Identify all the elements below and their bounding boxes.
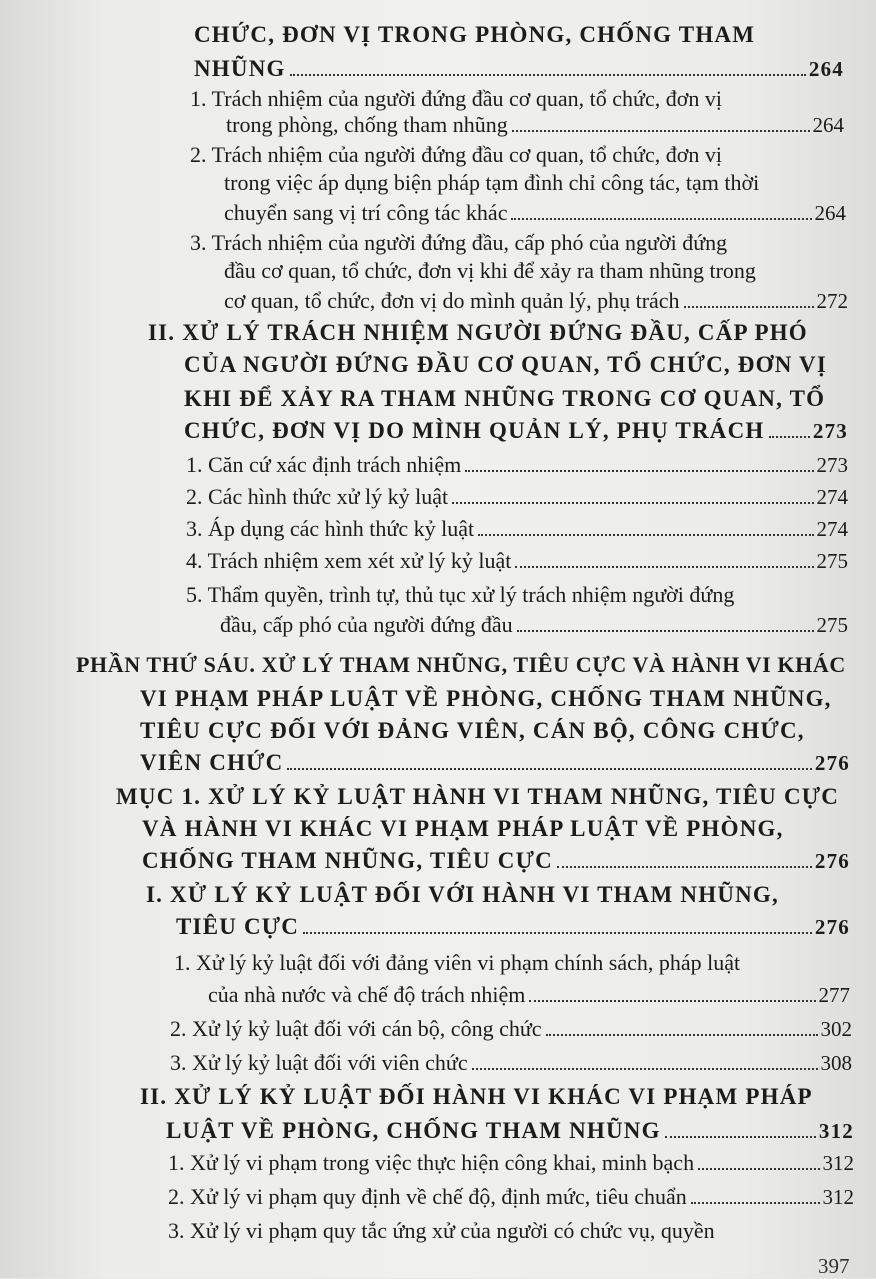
dot-leader: [287, 768, 811, 770]
toc-line: [116, 784, 840, 810]
toc-line: [168, 1150, 854, 1176]
toc-text: 1. Căn cứ xác định trách nhiệm: [186, 452, 462, 477]
toc-page: 264: [812, 113, 844, 137]
toc-line: [170, 1050, 852, 1076]
toc-text: đầu cơ quan, tổ chức, đơn vị khi để xảy ra tham nhũng trong: [224, 258, 756, 283]
toc-line: [142, 816, 822, 842]
toc-line: [186, 548, 848, 574]
toc-line: [148, 320, 818, 346]
dot-leader: [465, 470, 813, 472]
toc-line: [140, 1084, 820, 1110]
toc-page: 273: [816, 453, 848, 477]
toc-line: [184, 418, 848, 444]
toc-page: 274: [816, 485, 848, 509]
toc-page: 312: [822, 1185, 854, 1209]
toc-line: [194, 22, 794, 48]
toc-text: 5. Thẩm quyền, trình tự, thủ tục xử lý trách nhiệm người đứng: [186, 582, 735, 607]
toc-text: 2. Xử lý vi phạm quy định về chế độ, định mức, tiêu chuẩn: [168, 1184, 687, 1209]
toc-page: 264: [814, 201, 846, 225]
toc-text: TIÊU CỰC ĐỐI VỚI ĐẢNG VIÊN, CÁN BỘ, CÔNG CHỨC,: [140, 718, 805, 743]
toc-page: 276: [814, 849, 850, 873]
toc-text: chuyển sang vị trí công tác khác: [224, 200, 508, 225]
toc-line: [142, 848, 850, 874]
toc-text: KHI ĐỂ XẢY RA THAM NHŨNG TRONG CƠ QUAN, TỔ: [184, 386, 826, 411]
toc-text: VIÊN CHỨC: [140, 750, 284, 775]
dot-leader: [478, 534, 813, 536]
toc-page: 273: [812, 419, 848, 443]
toc-line: [190, 86, 810, 112]
toc-line: [190, 230, 815, 256]
toc-line: [184, 352, 828, 378]
toc-page: 277: [818, 983, 850, 1007]
toc-text: 1. Trách nhiệm của người đứng đầu cơ quan, tổ chức, đơn vị: [190, 86, 722, 111]
toc-text: PHẦN THỨ SÁU. XỬ LÝ THAM NHŨNG, TIÊU CỰC VÀ HÀNH VI KHÁC: [76, 652, 846, 677]
dot-leader: [511, 218, 811, 220]
toc-text: 1. Xử lý kỷ luật đối với đảng viên vi phạm chính sách, pháp luật: [174, 950, 741, 975]
toc-line: [176, 914, 850, 940]
toc-line: [140, 750, 850, 776]
toc-text: I. XỬ LÝ KỶ LUẬT ĐỐI VỚI HÀNH VI THAM NHŨNG,: [146, 882, 779, 907]
toc-line: [186, 582, 816, 608]
toc-text: CỦA NGƯỜI ĐỨNG ĐẦU CƠ QUAN, TỔ CHỨC, ĐƠN VỊ: [184, 352, 828, 377]
toc-page: 264: [808, 57, 844, 81]
toc-line: [168, 1218, 834, 1244]
toc-text: 3. Áp dụng các hình thức kỷ luật: [186, 516, 475, 541]
toc-text: 3. Xử lý vi phạm quy tắc ứng xử của người có chức vụ, quyền: [168, 1218, 715, 1243]
toc-line: [226, 112, 844, 138]
dot-leader: [512, 130, 810, 132]
toc-text: trong phòng, chống tham nhũng: [226, 112, 508, 137]
toc-line: [186, 452, 848, 478]
toc-text: II. XỬ LÝ TRÁCH NHIỆM NGƯỜI ĐỨNG ĐẦU, CẤP PHÓ: [148, 320, 808, 345]
toc-line: [186, 484, 848, 510]
toc-line: [76, 652, 846, 678]
toc-line: [170, 1016, 852, 1042]
toc-text: VÀ HÀNH VI KHÁC VI PHẠM PHÁP LUẬT VỀ PHÒNG,: [142, 816, 784, 841]
dot-leader: [517, 630, 814, 632]
toc-page: 275: [816, 549, 848, 573]
dot-leader: [303, 932, 812, 934]
toc-text: cơ quan, tổ chức, đơn vị do mình quản lý, phụ trách: [224, 288, 680, 313]
toc-page: 308: [820, 1051, 852, 1075]
dot-leader: [290, 74, 806, 76]
toc-line: [184, 386, 824, 412]
toc-page: 302: [820, 1017, 852, 1041]
toc-text: CHỐNG THAM NHŨNG, TIÊU CỰC: [142, 848, 553, 873]
toc-text: NHŨNG: [194, 56, 286, 81]
toc-text: 3. Xử lý kỷ luật đối với viên chức: [170, 1050, 468, 1075]
toc-line: [224, 258, 824, 284]
dot-leader: [452, 502, 813, 504]
toc-line: [140, 718, 820, 744]
toc-text: đầu, cấp phó của người đứng đầu: [220, 612, 513, 637]
toc-page: 312: [818, 1119, 854, 1143]
toc-page: 276: [814, 751, 850, 775]
toc-line: [168, 1184, 854, 1210]
toc-text: trong việc áp dụng biện pháp tạm đình chỉ công tác, tạm thời: [224, 170, 760, 195]
toc-page: 272: [816, 289, 848, 313]
dot-leader: [698, 1168, 819, 1170]
toc-text: 2. Xử lý kỷ luật đối với cán bộ, công chức: [170, 1016, 542, 1041]
toc-line: [146, 882, 806, 908]
toc-line: [174, 950, 824, 976]
toc-text: 2. Các hình thức xử lý kỷ luật: [186, 484, 449, 509]
toc-text: 3. Trách nhiệm của người đứng đầu, cấp phó của người đứng: [190, 230, 728, 255]
dot-leader: [472, 1068, 818, 1070]
dot-leader: [665, 1136, 816, 1138]
toc-line: [186, 516, 848, 542]
toc-text: CHỨC, ĐƠN VỊ TRONG PHÒNG, CHỐNG THAM: [194, 22, 756, 47]
toc-text: 2. Trách nhiệm của người đứng đầu cơ quan, tổ chức, đơn vị: [190, 142, 722, 167]
toc-text: MỤC 1. XỬ LÝ KỶ LUẬT HÀNH VI THAM NHŨNG, TIÊU CỰC: [116, 784, 840, 809]
toc-text: TIÊU CỰC: [176, 914, 300, 939]
toc-text: của nhà nước và chế độ trách nhiệm: [208, 982, 526, 1007]
toc-text: LUẬT VỀ PHÒNG, CHỐNG THAM NHŨNG: [166, 1118, 661, 1143]
page-number: 397: [818, 1254, 850, 1278]
toc-line: [224, 170, 824, 196]
toc-page: 312: [822, 1151, 854, 1175]
dot-leader: [691, 1202, 820, 1204]
toc-page: 274: [816, 517, 848, 541]
dot-leader: [769, 436, 810, 438]
toc-text: VI PHẠM PHÁP LUẬT VỀ PHÒNG, CHỐNG THAM NHŨNG,: [140, 686, 832, 711]
toc-line: [166, 1118, 854, 1144]
toc-text: 4. Trách nhiệm xem xét xử lý kỷ luật: [186, 548, 512, 573]
dot-leader: [529, 1000, 815, 1002]
dot-leader: [557, 866, 812, 868]
toc-line: [208, 982, 850, 1008]
dot-leader: [515, 566, 813, 568]
toc-line: [224, 288, 848, 314]
toc-page: 276: [814, 915, 850, 939]
toc-text: CHỨC, ĐƠN VỊ DO MÌNH QUẢN LÝ, PHỤ TRÁCH: [184, 418, 765, 443]
toc-line: [224, 200, 846, 226]
toc-text: II. XỬ LÝ KỶ LUẬT ĐỐI HÀNH VI KHÁC VI PHẠM PHÁP: [140, 1084, 813, 1109]
toc-page: 275: [816, 613, 848, 637]
toc-line: [190, 142, 815, 168]
dot-leader: [546, 1034, 818, 1036]
toc-line: [194, 56, 844, 82]
dot-leader: [684, 306, 814, 308]
toc-line: [140, 686, 832, 712]
toc-line: [220, 612, 848, 638]
toc-text: 1. Xử lý vi phạm trong việc thực hiện công khai, minh bạch: [168, 1150, 695, 1175]
